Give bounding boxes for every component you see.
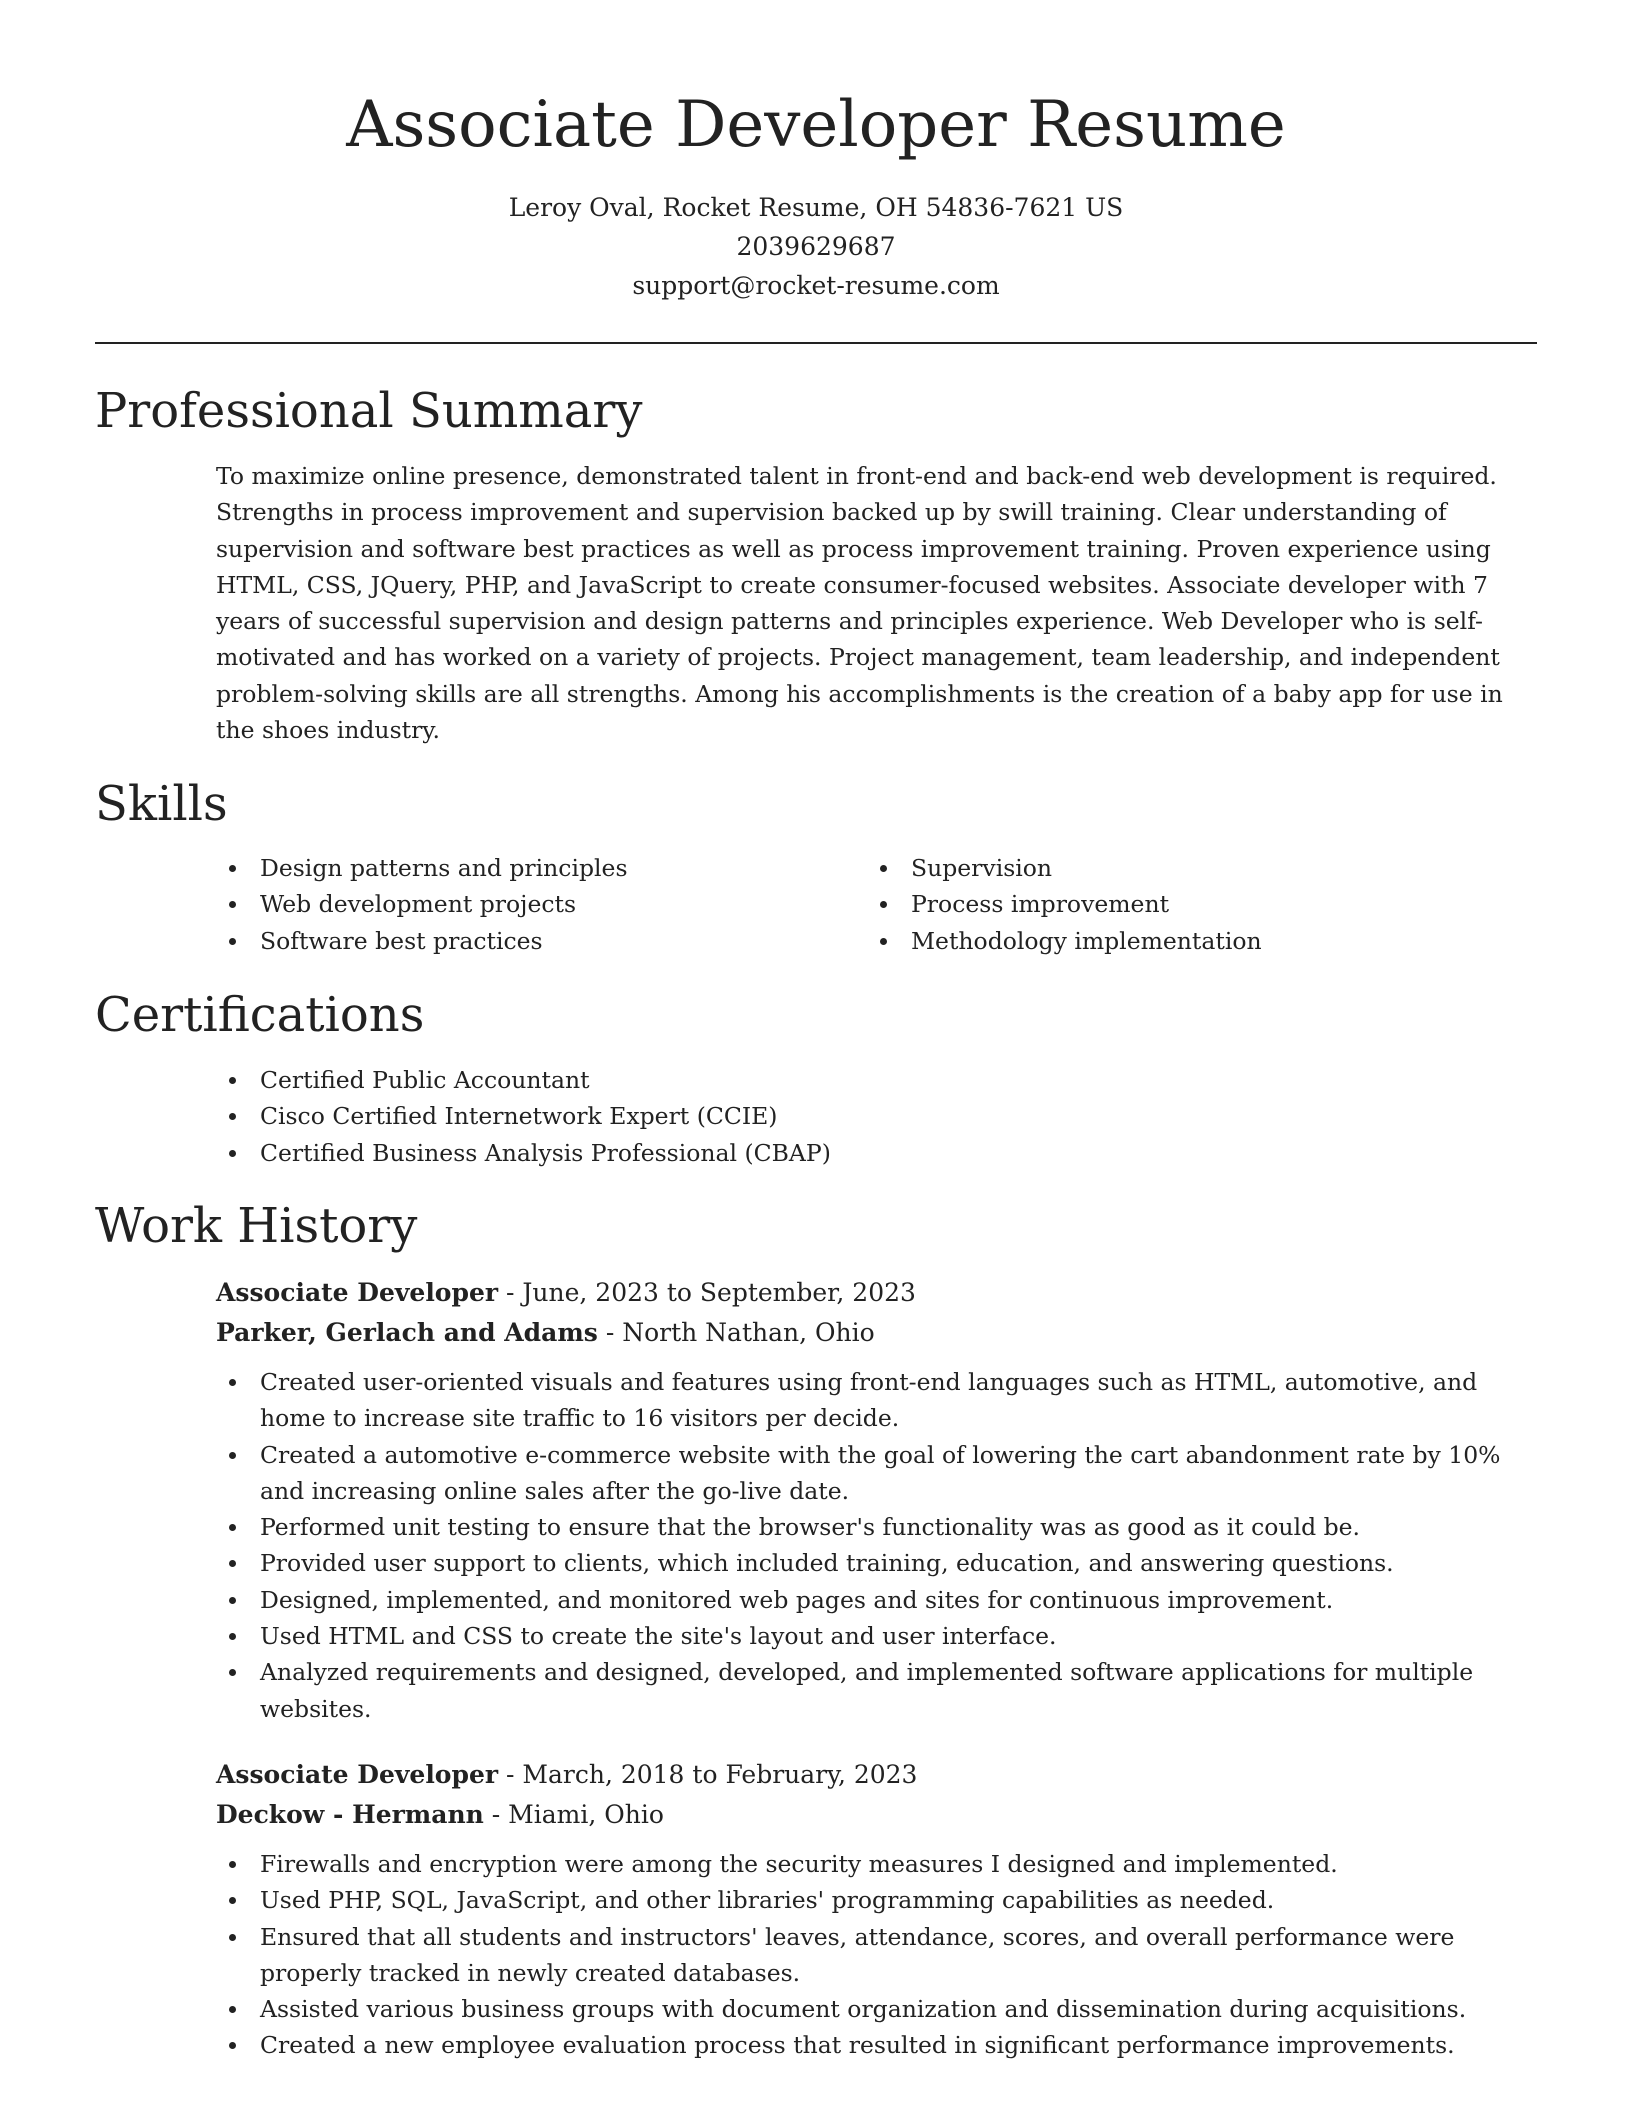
job-header xyxy=(216,1755,1538,1835)
job-bullet: Assisted various business groups with document organization and dissemination during acquisitions. xyxy=(216,1991,1538,2027)
job-company: Parker, Gerlach and Adams xyxy=(216,1318,598,1347)
certifications-list xyxy=(216,1062,1538,1171)
job-bullet: Provided user support to clients, which included training, education, and answering questions. xyxy=(216,1545,1538,1581)
job-bullet: Created user-oriented visuals and features using front-end languages such as HTML, automotive, and home to increase site traffic to 16 visitors per decide. xyxy=(216,1364,1538,1437)
contact-email: support@rocket-resume.com xyxy=(632,271,1000,300)
certification-item: Certified Business Analysis Professional (CBAP) xyxy=(216,1135,1538,1171)
job-company-line xyxy=(216,1313,1538,1353)
job-dates: - March, 2018 to February, 2023 xyxy=(498,1760,918,1789)
skill-item: Design patterns and principles xyxy=(216,850,816,886)
job-title: Associate Developer xyxy=(216,1278,499,1307)
job-dates: - June, 2023 to September, 2023 xyxy=(498,1278,916,1307)
job-company-line xyxy=(216,1795,1538,1835)
skills-list-right xyxy=(867,850,1487,959)
work-history-heading: Work History xyxy=(95,1198,418,1254)
job-bullet: Performed unit testing to ensure that the browser's functionality was as good as it could be. xyxy=(216,1509,1538,1545)
skills-list-left xyxy=(216,850,816,959)
job-company: Deckow - Hermann xyxy=(216,1800,484,1829)
skill-item: Software best practices xyxy=(216,923,816,959)
job-bullet: Firewalls and encryption were among the security measures I designed and implemented. xyxy=(216,1846,1538,1882)
job-bullet: Used HTML and CSS to create the site's layout and user interface. xyxy=(216,1618,1538,1654)
certification-item: Certified Public Accountant xyxy=(216,1062,1538,1098)
certification-item: Cisco Certified Internetwork Expert (CCIE) xyxy=(216,1098,1538,1134)
summary-text: To maximize online presence, demonstrated talent in front-end and back-end web development is required. Strengths in process improvement and supervision backed up by swill training. Clear understanding of supervision and software best practices as well as process improvement training. Proven experience using HTML, CSS, JQuery, PHP, and JavaScript to create consumer-focused websites. Associate developer with 7 years of successful supervision and design patterns and principles experience. Web Developer who is self-motivated and has worked on a variety of projects. Project management, team leadership, and independent problem-solving skills are all strengths. Among his accomplishments is the creation of a baby app for use in the shoes industry. xyxy=(216,462,1503,745)
resume-header xyxy=(0,82,1632,305)
skill-item: Methodology implementation xyxy=(867,923,1487,959)
job-header xyxy=(216,1273,1538,1353)
job-bullet: Created a automotive e-commerce website with the goal of lowering the cart abandonment rate by 10% and increasing online sales after the go-live date. xyxy=(216,1437,1538,1510)
job-bullet: Analyzed requirements and designed, developed, and implemented software applications for multiple websites. xyxy=(216,1654,1538,1727)
skills-heading: Skills xyxy=(95,776,228,832)
certifications-heading: Certifications xyxy=(95,987,425,1043)
job-bullets xyxy=(216,1846,1538,2064)
job-bullet: Created a new employee evaluation process that resulted in significant performance improvements. xyxy=(216,2027,1538,2063)
job-title: Associate Developer xyxy=(216,1760,499,1789)
summary-heading: Professional Summary xyxy=(95,383,643,439)
job-title-line xyxy=(216,1273,1538,1313)
skill-item: Supervision xyxy=(867,850,1487,886)
job-bullet: Ensured that all students and instructors' leaves, attendance, scores, and overall performance were properly tracked in newly created databases. xyxy=(216,1919,1538,1992)
header-divider xyxy=(95,342,1537,344)
job-location: - Miami, Ohio xyxy=(483,1800,664,1829)
contact-info xyxy=(0,188,1632,305)
job-bullet: Used PHP, SQL, JavaScript, and other libraries' programming capabilities as needed. xyxy=(216,1882,1538,1918)
job-location: - North Nathan, Ohio xyxy=(597,1318,875,1347)
job-title-line xyxy=(216,1755,1538,1795)
job-bullet: Designed, implemented, and monitored web pages and sites for continuous improvement. xyxy=(216,1582,1538,1618)
contact-phone: 2039629687 xyxy=(736,232,896,261)
resume-title: Associate Developer Resume xyxy=(346,88,1286,162)
skill-item: Web development projects xyxy=(216,886,816,922)
job-bullets xyxy=(216,1364,1538,1727)
contact-address: Leroy Oval, Rocket Resume, OH 54836-7621 US xyxy=(508,193,1124,222)
skill-item: Process improvement xyxy=(867,886,1487,922)
